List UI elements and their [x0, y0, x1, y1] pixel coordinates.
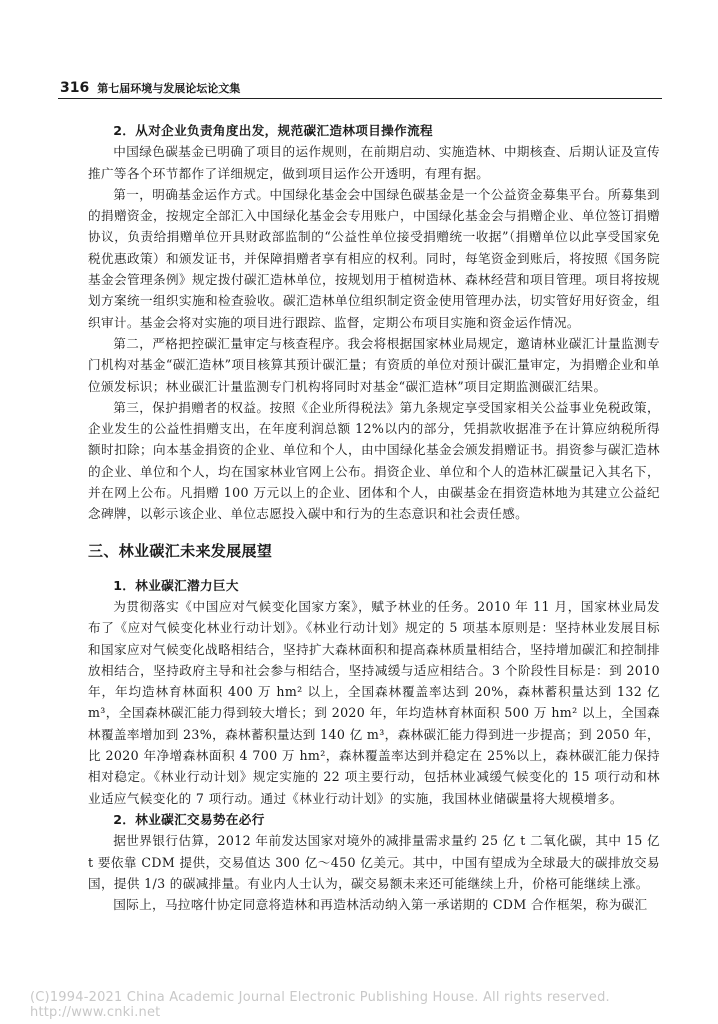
body-paragraph: 第一，明确基金运作方式。中国绿化基金会中国绿色碳基金是一个公益资金募集平台。所募集到的捐赠资金，按规定全部汇入中国绿化基金会专用账户，中国绿化基金会与捐赠企业、单位签订捐赠协议，负责给捐赠单位开具财政部监制的“公益性单位接受捐赠统一收据”（捐赠单位以此享受国家免税优惠政策）和颁发证书，并保障捐赠者享有相应的权利。同时，每笔资金到账后，将按照《国务院基金会管理条例》规定拨付碳汇造林单位，按规划用于植树造林、森林经营和项目管理。项目将按规划方案统一组织实施和检查验收。碳汇造林单位组织制定资金使用管理办法，切实管好用好资金，组织审计。基金会将对实施的项目进行跟踪、监督，定期公布项目实施和资金运作情况。 — [88, 186, 660, 330]
article-body — [88, 120, 660, 915]
copyright-footer: (C)1994-2021 China Academic Journal Electronic Publishing House. All rights reserved. http://www.cnki.net — [30, 990, 610, 1020]
subsection-heading: 2．林业碳汇交易势在必行 — [113, 811, 265, 827]
chapter-heading: 三、林业碳汇未来发展展望 — [88, 541, 273, 560]
running-header — [60, 80, 660, 96]
body-paragraph: 中国绿色碳基金已明确了项目的运作规则，在前期启动、实施造林、中期核查、后期认证及宣传推广等各个环节都作了详细规定，做到项目运作公开透明，有理有据。 — [88, 144, 660, 181]
header-rule — [58, 98, 662, 99]
body-paragraph: 据世界银行估算，2012 年前发达国家对境外的减排量需求量约 25 亿 t 二氧化碳，其中 15 亿 t 要依靠 CDM 提供，交易值达 300 亿～450 亿美元。其中，中国有望成为全球最大的碳排放交易国，提供 1/3 的碳减排量。有业内人士认为，碳交易额未来还可能继续上升，价格可能继续上涨。 — [88, 833, 660, 891]
journal-title: 第七届环境与发展论坛论文集 — [97, 82, 241, 95]
subsection-heading: 1．林业碳汇潜力巨大 — [113, 577, 239, 593]
section-heading: 2．从对企业负责角度出发，规范碳汇造林项目操作流程 — [113, 123, 433, 138]
page-number: 316 — [60, 80, 90, 96]
body-paragraph: 为贯彻落实《中国应对气候变化国家方案》，赋予林业的任务。2010 年 11 月，国家林业局发布了《应对气候变化林业行动计划》。《林业行动计划》规定的 5 项基本原则是：坚持林业发展目标和国家应对气候变化战略相结合，坚持扩大森林面积和提高森林质量相结合，坚持增加碳汇和控制排放相结合，坚持政府主导和社会参与相结合，坚持减缓与适应相结合。3 个阶段性目标是：到 2010 年，年均造林育林面积 400 万 hm² 以上，全国森林覆盖率达到 20%，森林蓄积量达到 132 亿 m³，全国森林碳汇能力得到较大增长；到 2020 年，年均造林育林面积 500 万 hm² 以上，全国森林覆盖率增加到 23%，森林蓄积量达到 140 亿 m³，森林碳汇能力得到进一步提高；到 2050 年，比 2020 年净增森林面积 4 700 万 hm²，森林覆盖率达到并稳定在 25%以上，森林碳汇能力保持相对稳定。《林业行动计划》规定实施的 22 项主要行动，包括林业减缓气候变化的 15 项行动和林业适应气候变化的 7 项行动。通过《林业行动计划》的实施，我国林业储碳量将大规模增多。 — [88, 598, 660, 806]
body-paragraph: 第二，严格把控碳汇量审定与核查程序。我会将根据国家林业局规定，邀请林业碳汇计量监测专门机构对基金“碳汇造林”项目核算其预计碳汇量；有资质的单位对预计碳汇量审定，为捐赠企业和单位颁发标识；林业碳汇计量监测专门机构将同时对基金“碳汇造林”项目定期监测碳汇结果。 — [88, 335, 660, 394]
body-paragraph: 第三，保护捐赠者的权益。按照《企业所得税法》第九条规定享受国家相关公益事业免税政策，企业发生的公益性捐赠支出，在年度利润总额 12%以内的部分，凭捐款收据准予在计算应纳税所得额时扣除；向本基金捐资的企业、单位和个人，由中国绿化基金会颁发捐赠证书。捐资参与碳汇造林的企业、单位和个人，均在国家林业官网上公布。捐资企业、单位和个人的造林汇碳量记入其名下，并在网上公布。凡捐赠 100 万元以上的企业、团体和个人，由碳基金在捐资造林地为其建立公益纪念碑牌，以彰示该企业、单位志愿投入碳中和行为的生态意识和社会责任感。 — [88, 399, 660, 522]
body-paragraph: 国际上，马拉喀什协定同意将造林和再造林活动纳入第一承诺期的 CDM 合作框架，称为碳汇 — [113, 897, 648, 913]
